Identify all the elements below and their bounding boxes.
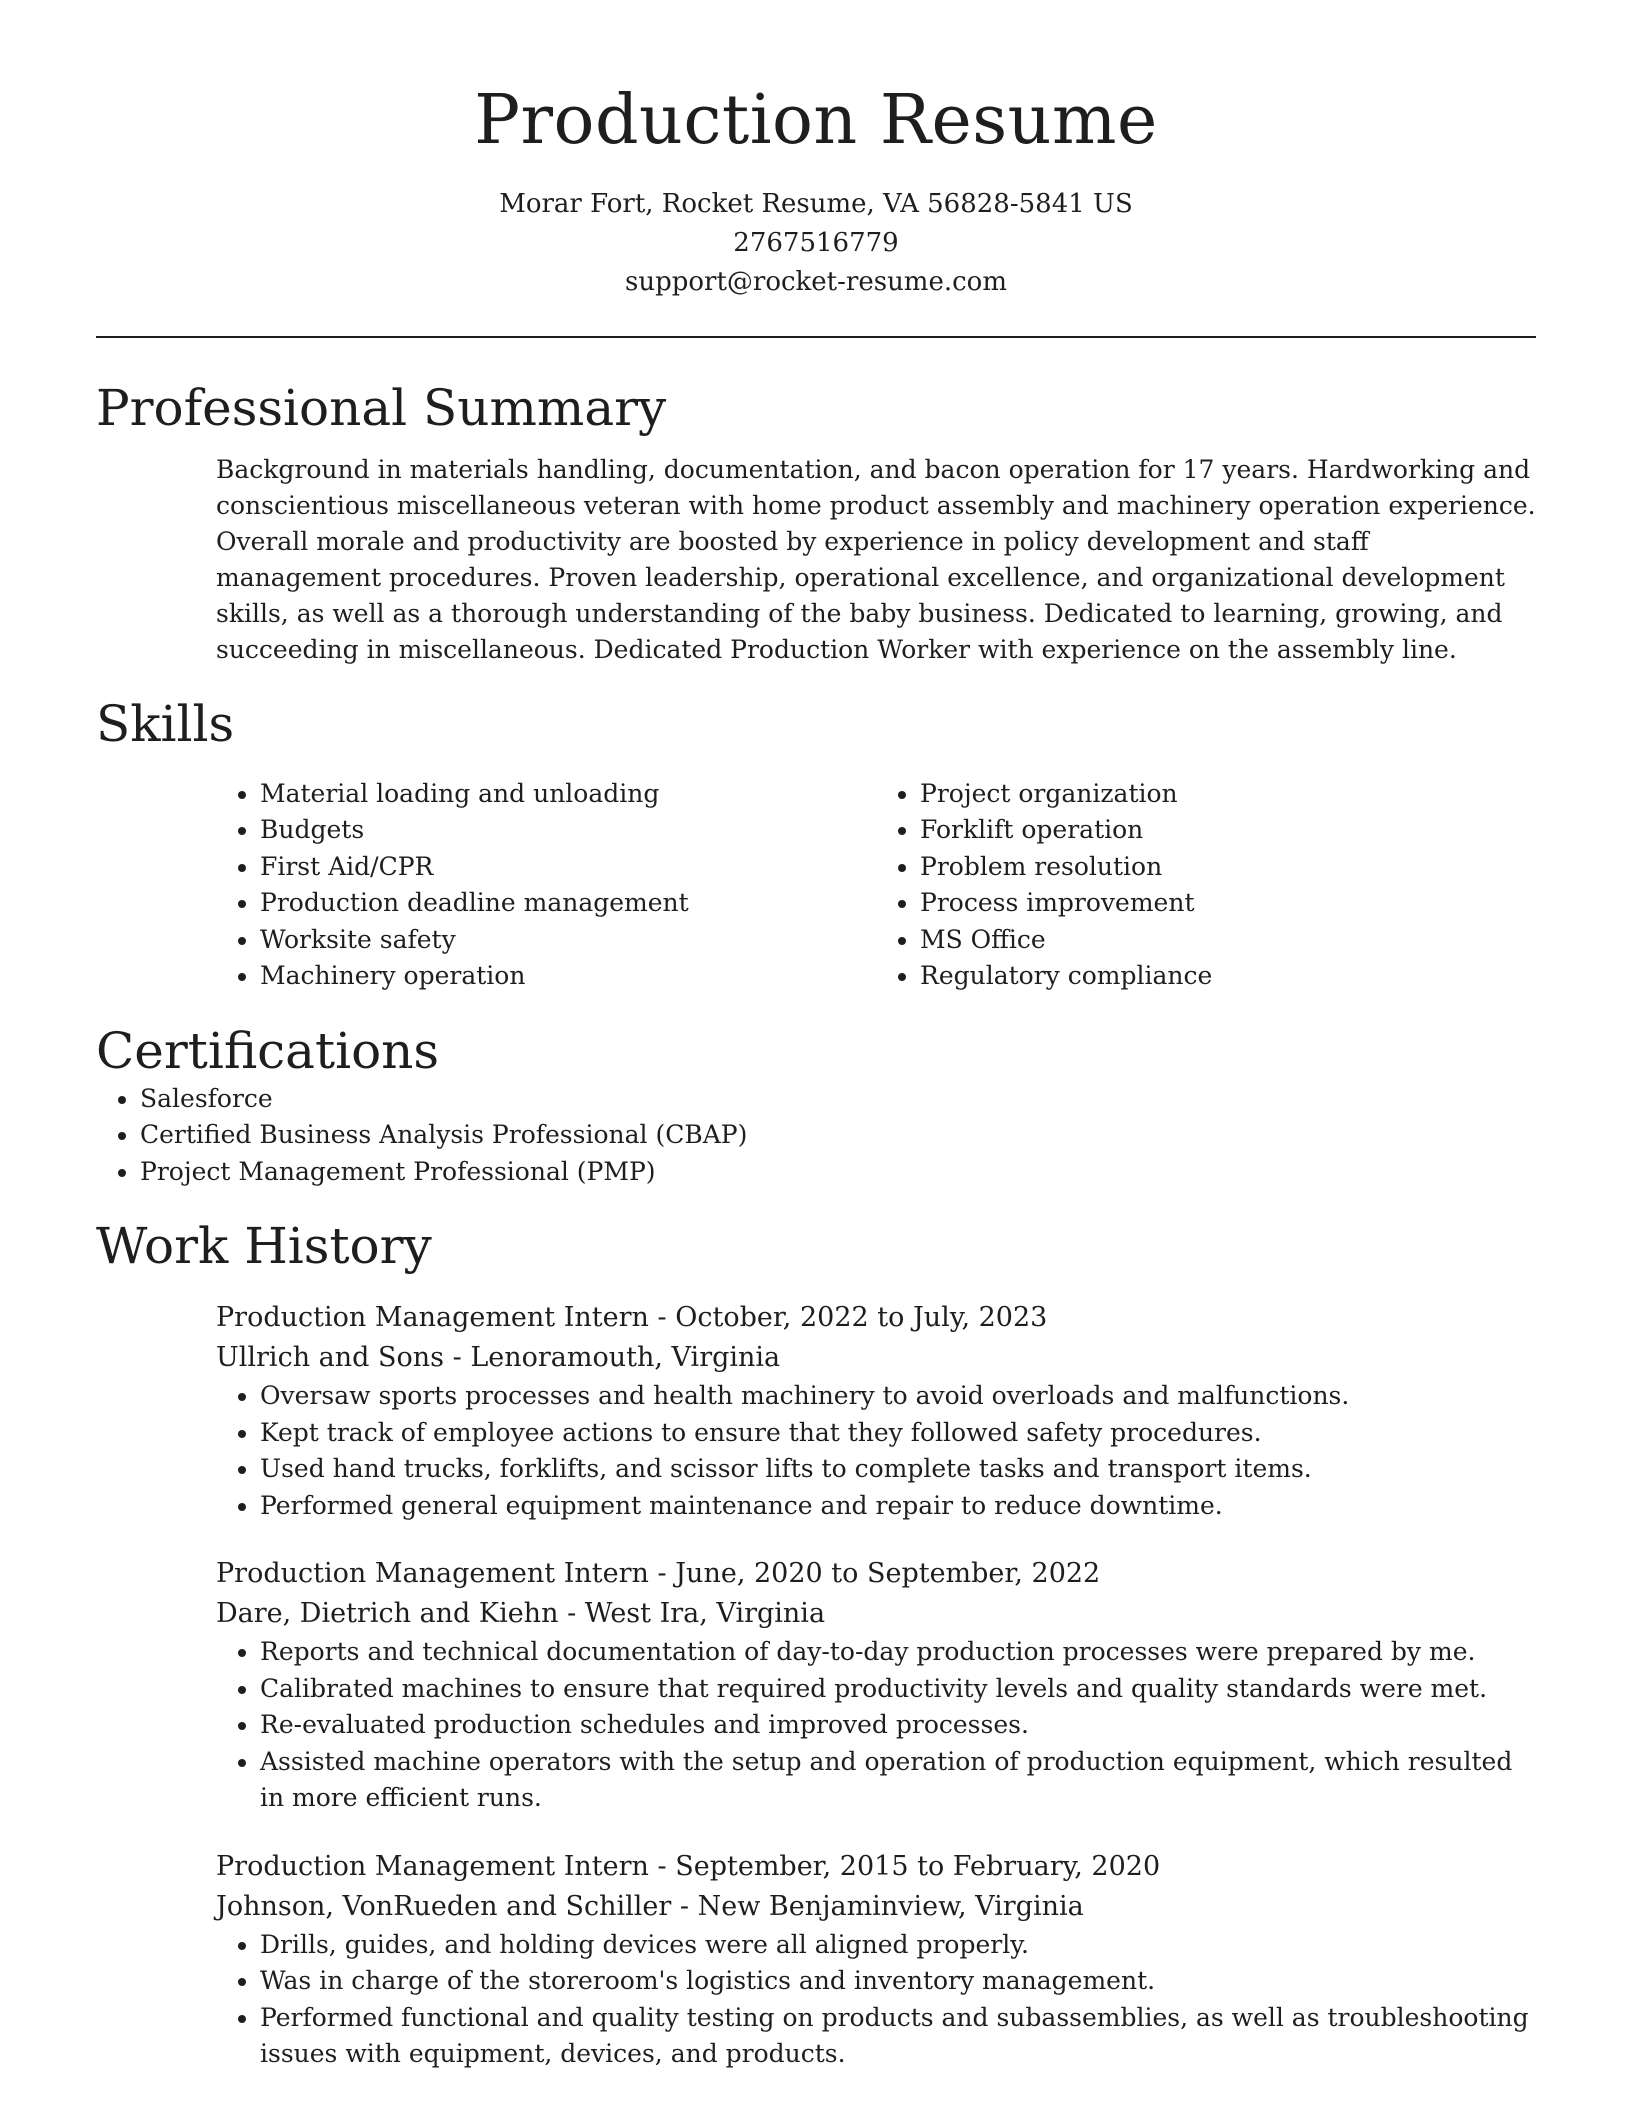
job-separator: -	[657, 1302, 676, 1334]
job-title: Production Management Intern	[216, 1850, 649, 1882]
job-duties-list	[216, 1378, 1536, 1524]
job-duty: • Oversaw sports processes and health machinery to avoid overloads and malfunctions.	[260, 1378, 1536, 1415]
skills-section	[96, 694, 1536, 995]
job-company: Johnson, VonRueden and Schiller	[216, 1890, 672, 1922]
skill-item: • MS Office	[920, 922, 1536, 959]
skill-item: • First Aid/CPR	[260, 849, 876, 886]
job-company-line	[216, 1887, 1536, 1927]
contact-phone: 2767516779	[733, 227, 899, 258]
skills-heading: Skills	[96, 694, 235, 753]
skills-list-left	[216, 776, 876, 995]
header-divider	[96, 336, 1536, 338]
skill-item: • Machinery operation	[260, 958, 876, 995]
certifications-list	[96, 1081, 1536, 1191]
skill-item: • Problem resolution	[920, 849, 1536, 886]
job-title-line	[216, 1298, 1536, 1338]
contact-email: support@rocket-resume.com	[624, 266, 1007, 297]
job-duty: • Reports and technical documentation of day-to-day production processes were prepared by me.	[260, 1634, 1536, 1671]
skill-item: • Worksite safety	[260, 922, 876, 959]
contact-address: Morar Fort, Rocket Resume, VA 56828-5841 US	[499, 188, 1133, 219]
job-company-line	[216, 1338, 1536, 1378]
job-duty: • Was in charge of the storeroom's logistics and inventory management.	[260, 1963, 1536, 2000]
skill-item: • Process improvement	[920, 885, 1536, 922]
summary-section	[96, 378, 1536, 668]
job-title: Production Management Intern	[216, 1558, 649, 1590]
job-duties-list	[216, 1634, 1536, 1817]
summary-heading: Professional Summary	[96, 378, 667, 437]
job-dates: October, 2022 to July, 2023	[675, 1302, 1048, 1334]
job-duty: • Drills, guides, and holding devices were all aligned properly.	[260, 1927, 1536, 1964]
skill-item: • Regulatory compliance	[920, 958, 1536, 995]
job-title: Production Management Intern	[216, 1302, 649, 1334]
resume-header	[96, 0, 1536, 302]
skill-item: • Budgets	[260, 812, 876, 849]
job-dates: September, 2015 to February, 2020	[675, 1850, 1161, 1882]
job-company: Dare, Dietrich and Kiehn	[216, 1598, 559, 1630]
skill-item: • Project organization	[920, 776, 1536, 813]
skill-item: • Forklift operation	[920, 812, 1536, 849]
job-location: New Benjaminview, Virginia	[697, 1890, 1084, 1922]
job-duty: • Calibrated machines to ensure that required productivity levels and quality standards were met.	[260, 1671, 1536, 1708]
job-duty: • Performed general equipment maintenance and repair to reduce downtime.	[260, 1488, 1536, 1525]
job-duties-list	[216, 1927, 1536, 2073]
skills-list-right	[876, 776, 1536, 995]
job-separator: -	[657, 1558, 676, 1590]
job-duty: • Re-evaluated production schedules and improved processes.	[260, 1707, 1536, 1744]
job-dates: June, 2020 to September, 2022	[675, 1558, 1101, 1590]
job-location: West Ira, Virginia	[584, 1598, 826, 1630]
job-duty: • Assisted machine operators with the setup and operation of production equipment, which resulted in more efficient runs.	[260, 1744, 1536, 1817]
job-duty: • Used hand trucks, forklifts, and scissor lifts to complete tasks and transport items.	[260, 1451, 1536, 1488]
job-separator: -	[657, 1850, 676, 1882]
summary-text: Background in materials handling, documentation, and bacon operation for 17 years. Hardworking and conscientious miscellaneous veteran with home product assembly and machinery operation experience. Overall morale and productivity are boosted by experience in policy development and staff management procedures. Proven leadership, operational excellence, and organizational development skills, as well as a thorough understanding of the baby business. Dedicated to learning, growing, and succeeding in miscellaneous. Dedicated Production Worker with experience on the assembly line.	[216, 454, 1536, 664]
job-title-line	[216, 1847, 1536, 1887]
work-history-heading: Work History	[96, 1217, 432, 1276]
job-separator: -	[452, 1342, 471, 1374]
job-location: Lenoramouth, Virginia	[470, 1342, 781, 1374]
job-separator: -	[679, 1890, 698, 1922]
job-entry	[216, 1847, 1536, 2073]
skills-grid	[216, 776, 1536, 995]
job-entry	[216, 1298, 1536, 1524]
job-entry	[216, 1554, 1536, 1817]
job-duty: • Kept track of employee actions to ensure that they followed safety procedures.	[260, 1415, 1536, 1452]
certification-item: • Salesforce	[140, 1081, 1536, 1118]
job-company-line	[216, 1594, 1536, 1634]
page-title: Production Resume	[474, 81, 1158, 160]
job-duty: • Performed functional and quality testing on products and subassemblies, as well as troubleshooting issues with equipment, devices, and products.	[260, 2000, 1536, 2073]
job-title-line	[216, 1554, 1536, 1594]
certifications-heading: Certifications	[96, 1021, 440, 1080]
job-company: Ullrich and Sons	[216, 1342, 445, 1374]
certifications-section	[96, 1021, 1536, 1191]
contact-block	[96, 185, 1536, 302]
skill-item: • Material loading and unloading	[260, 776, 876, 813]
job-separator: -	[567, 1598, 585, 1630]
work-history-section	[96, 1216, 1536, 2073]
certification-item: • Project Management Professional (PMP)	[140, 1154, 1536, 1191]
skill-item: • Production deadline management	[260, 885, 876, 922]
certification-item: • Certified Business Analysis Professional (CBAP)	[140, 1117, 1536, 1154]
